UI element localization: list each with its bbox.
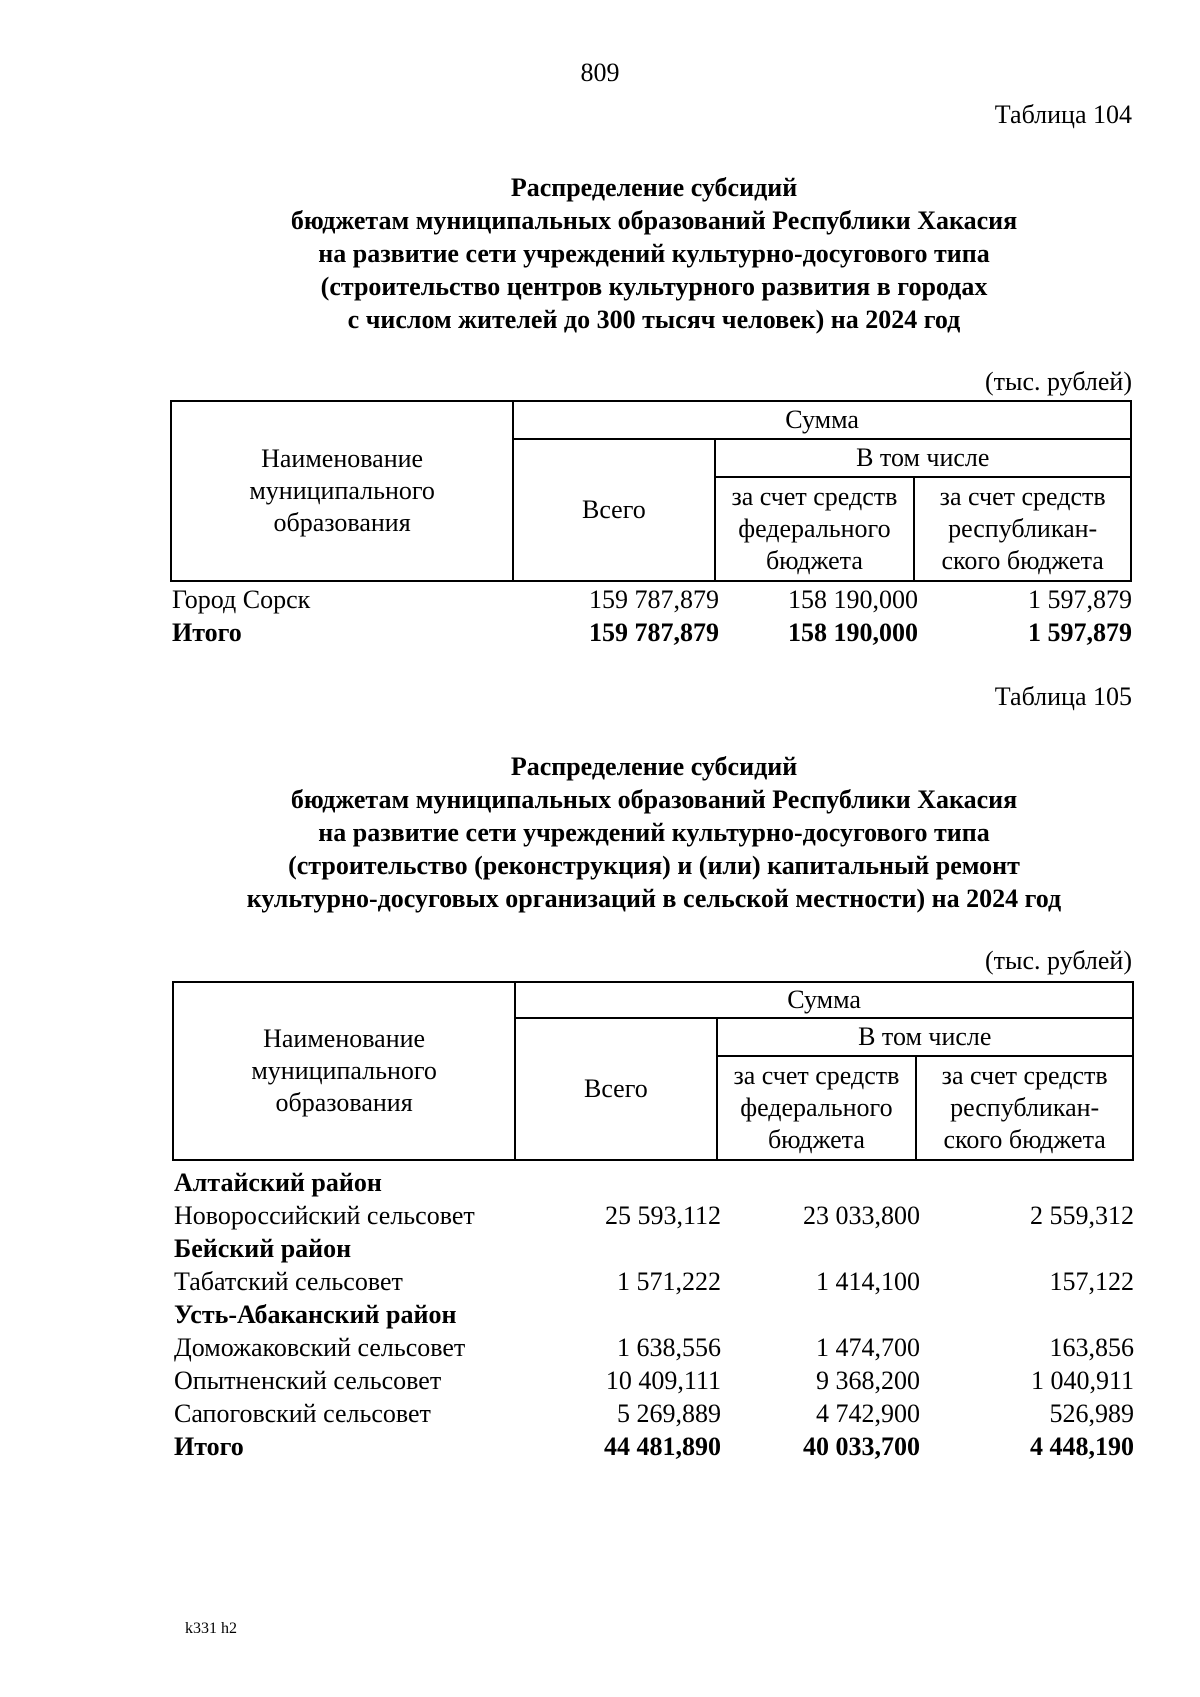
title-line: Распределение субсидий xyxy=(510,752,798,781)
unit-label: (тыс. рублей) xyxy=(984,367,1132,396)
table-row: Доможаковский сельсовет 1 638,556 1 474,700 163,856 xyxy=(174,1333,1134,1362)
group-row: Усть-Абаканский район xyxy=(174,1300,457,1329)
header-republic: за счет средств республикан- ского бюджета xyxy=(916,1056,1133,1160)
page-number: 809 xyxy=(580,58,620,87)
table-row: Город Сорск 159 787,879 158 190,000 1 597,879 xyxy=(172,585,1132,614)
title-line: культурно-досуговых организаций в сельской местности) на 2024 год xyxy=(246,884,1062,913)
table-header xyxy=(170,400,1132,582)
table-label: Таблица 105 xyxy=(994,682,1132,711)
unit-label: (тыс. рублей) xyxy=(984,946,1132,975)
group-row: Алтайский район xyxy=(174,1168,382,1197)
table-body xyxy=(172,585,1132,651)
header-name-col: Наименование муниципального образования xyxy=(173,982,515,1160)
header-name-col: Наименование муниципального образования xyxy=(171,401,513,581)
table-row-total: Итого 44 481,890 40 033,700 4 448,190 xyxy=(174,1432,1134,1461)
title-line: на развитие сети учреждений культурно-досугового типа xyxy=(318,239,990,268)
title-line: бюджетам муниципальных образований Республики Хакасия xyxy=(290,206,1018,235)
table-title xyxy=(130,171,1178,336)
table-body xyxy=(174,1168,1134,1465)
header-including: В том числе xyxy=(715,439,1131,477)
title-line: бюджетам муниципальных образований Республики Хакасия xyxy=(290,785,1018,814)
header-total: Всего xyxy=(513,439,714,581)
title-line: (строительство центров культурного развития в городах xyxy=(320,272,988,301)
table-row: Табатский сельсовет 1 571,222 1 414,100 157,122 xyxy=(174,1267,1134,1296)
table-header xyxy=(172,981,1134,1161)
table-label: Таблица 104 xyxy=(994,100,1132,129)
table-row: Новороссийский сельсовет 25 593,112 23 033,800 2 559,312 xyxy=(174,1201,1134,1230)
header-including: В том числе xyxy=(717,1018,1133,1056)
header-sum: Сумма xyxy=(513,401,1131,439)
table-row: Опытненский сельсовет 10 409,111 9 368,200 1 040,911 xyxy=(174,1366,1134,1395)
header-sum: Сумма xyxy=(515,982,1133,1018)
header-federal: за счет средств федерального бюджета xyxy=(715,477,915,581)
table-row: Сапоговский сельсовет 5 269,889 4 742,900 526,989 xyxy=(174,1399,1134,1428)
title-line: с числом жителей до 300 тысяч человек) на 2024 год xyxy=(347,305,961,334)
table-title xyxy=(130,750,1178,915)
table-row-total: Итого 159 787,879 158 190,000 1 597,879 xyxy=(172,618,1132,647)
header-federal: за счет средств федерального бюджета xyxy=(717,1056,917,1160)
title-line: на развитие сети учреждений культурно-досугового типа xyxy=(318,818,990,847)
title-line: (строительство (реконструкция) и (или) капитальный ремонт xyxy=(288,851,1020,880)
header-republic: за счет средств республикан- ского бюджета xyxy=(914,477,1131,581)
header-total: Всего xyxy=(515,1018,716,1160)
footer-code: k331 h2 xyxy=(185,1620,237,1637)
group-row: Бейский район xyxy=(174,1234,352,1263)
title-line: Распределение субсидий xyxy=(510,173,798,202)
